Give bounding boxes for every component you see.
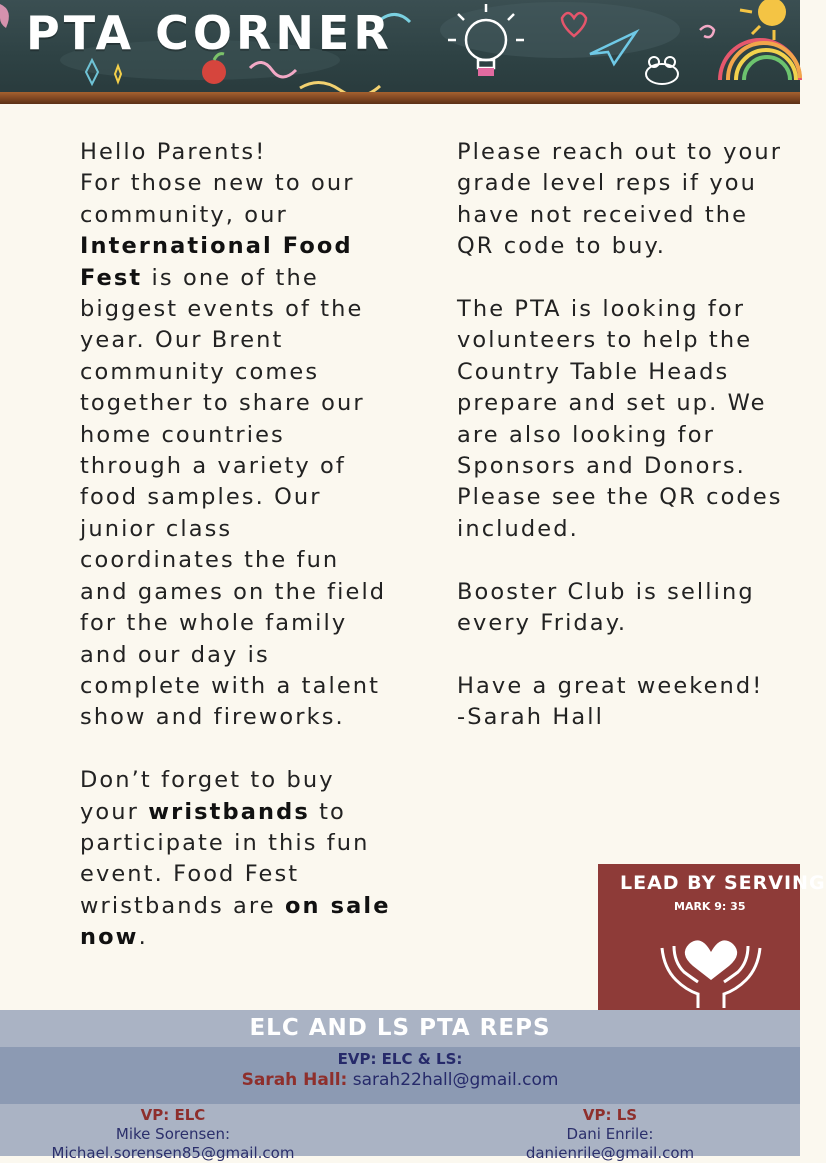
chalk-rail [0,92,800,104]
intro-paragraph [80,137,395,734]
wristband-text-a: Don’t forget to buy your [80,767,335,825]
booster-club-paragraph: Booster Club is selling every Friday. [457,578,755,637]
greeting: Hello Parents! [80,139,267,165]
intro-text: For those new to our community, our [80,170,355,228]
reps-footer [0,1010,800,1162]
vp-elc-name: Mike Sorensen: [115,1125,231,1143]
vp-ls-name: Dani Enrile: [566,1125,654,1143]
vp-elc [8,1106,338,1163]
badge-verse: MARK 9: 35 [674,900,746,913]
event-description: is one of the biggest events of the year. Our Brent community comes together to share our home countries through a variety of food samples. Our junior class coordinates the fun and games on the field for the whole family and our day is complete with a talent show and fireworks. [80,264,387,731]
vp-section [0,1104,800,1162]
on-sale-emphasis: on sale now [80,892,391,951]
evp-email: sarah22hall@gmail.com [352,1070,559,1090]
vp-elc-label: VP: ELC [140,1106,206,1124]
evp-contact [0,1070,800,1090]
vp-ls-label: VP: LS [582,1106,638,1124]
signoff-text: Have a great weekend! [457,672,764,699]
heart-in-hands-icon [656,918,766,1010]
volunteers-paragraph: The PTA is looking for volunteers to help the Country Table Heads prepare and set up. We are also looking for Sponsors and Donors. Please see the QR codes included. [457,296,783,542]
wristband-paragraph [80,765,395,953]
event-name: International Food Fest [80,233,353,291]
page-title: PTA CORNER [26,6,393,60]
signature: -Sarah Hall [457,704,604,731]
grade-reps-paragraph: Please reach out to your grade level reps if you have not received the QR code to buy. [457,139,783,260]
lead-by-serving-badge [598,864,826,1010]
vp-ls [445,1106,775,1163]
vp-ls-email: danienrile@gmail.com [525,1144,695,1162]
badge-title: LEAD BY SERVING [620,872,826,894]
vp-elc-email: Michael.sorensen85@gmail.com [51,1144,295,1162]
signoff-paragraph [457,671,787,734]
right-column [457,137,787,765]
evp-section [0,1047,800,1104]
wristbands-emphasis: wristbands [148,798,310,825]
header-banner [0,0,800,104]
evp-name: Sarah Hall: [241,1070,348,1090]
reps-title: ELC AND LS PTA REPS [0,1010,800,1047]
evp-label: EVP: ELC & LS: [337,1050,463,1068]
wristband-text-end: . [138,924,148,951]
wristband-text-b: to participate in this fun event. Food Fest wristbands are [80,798,370,919]
left-column [80,137,395,985]
